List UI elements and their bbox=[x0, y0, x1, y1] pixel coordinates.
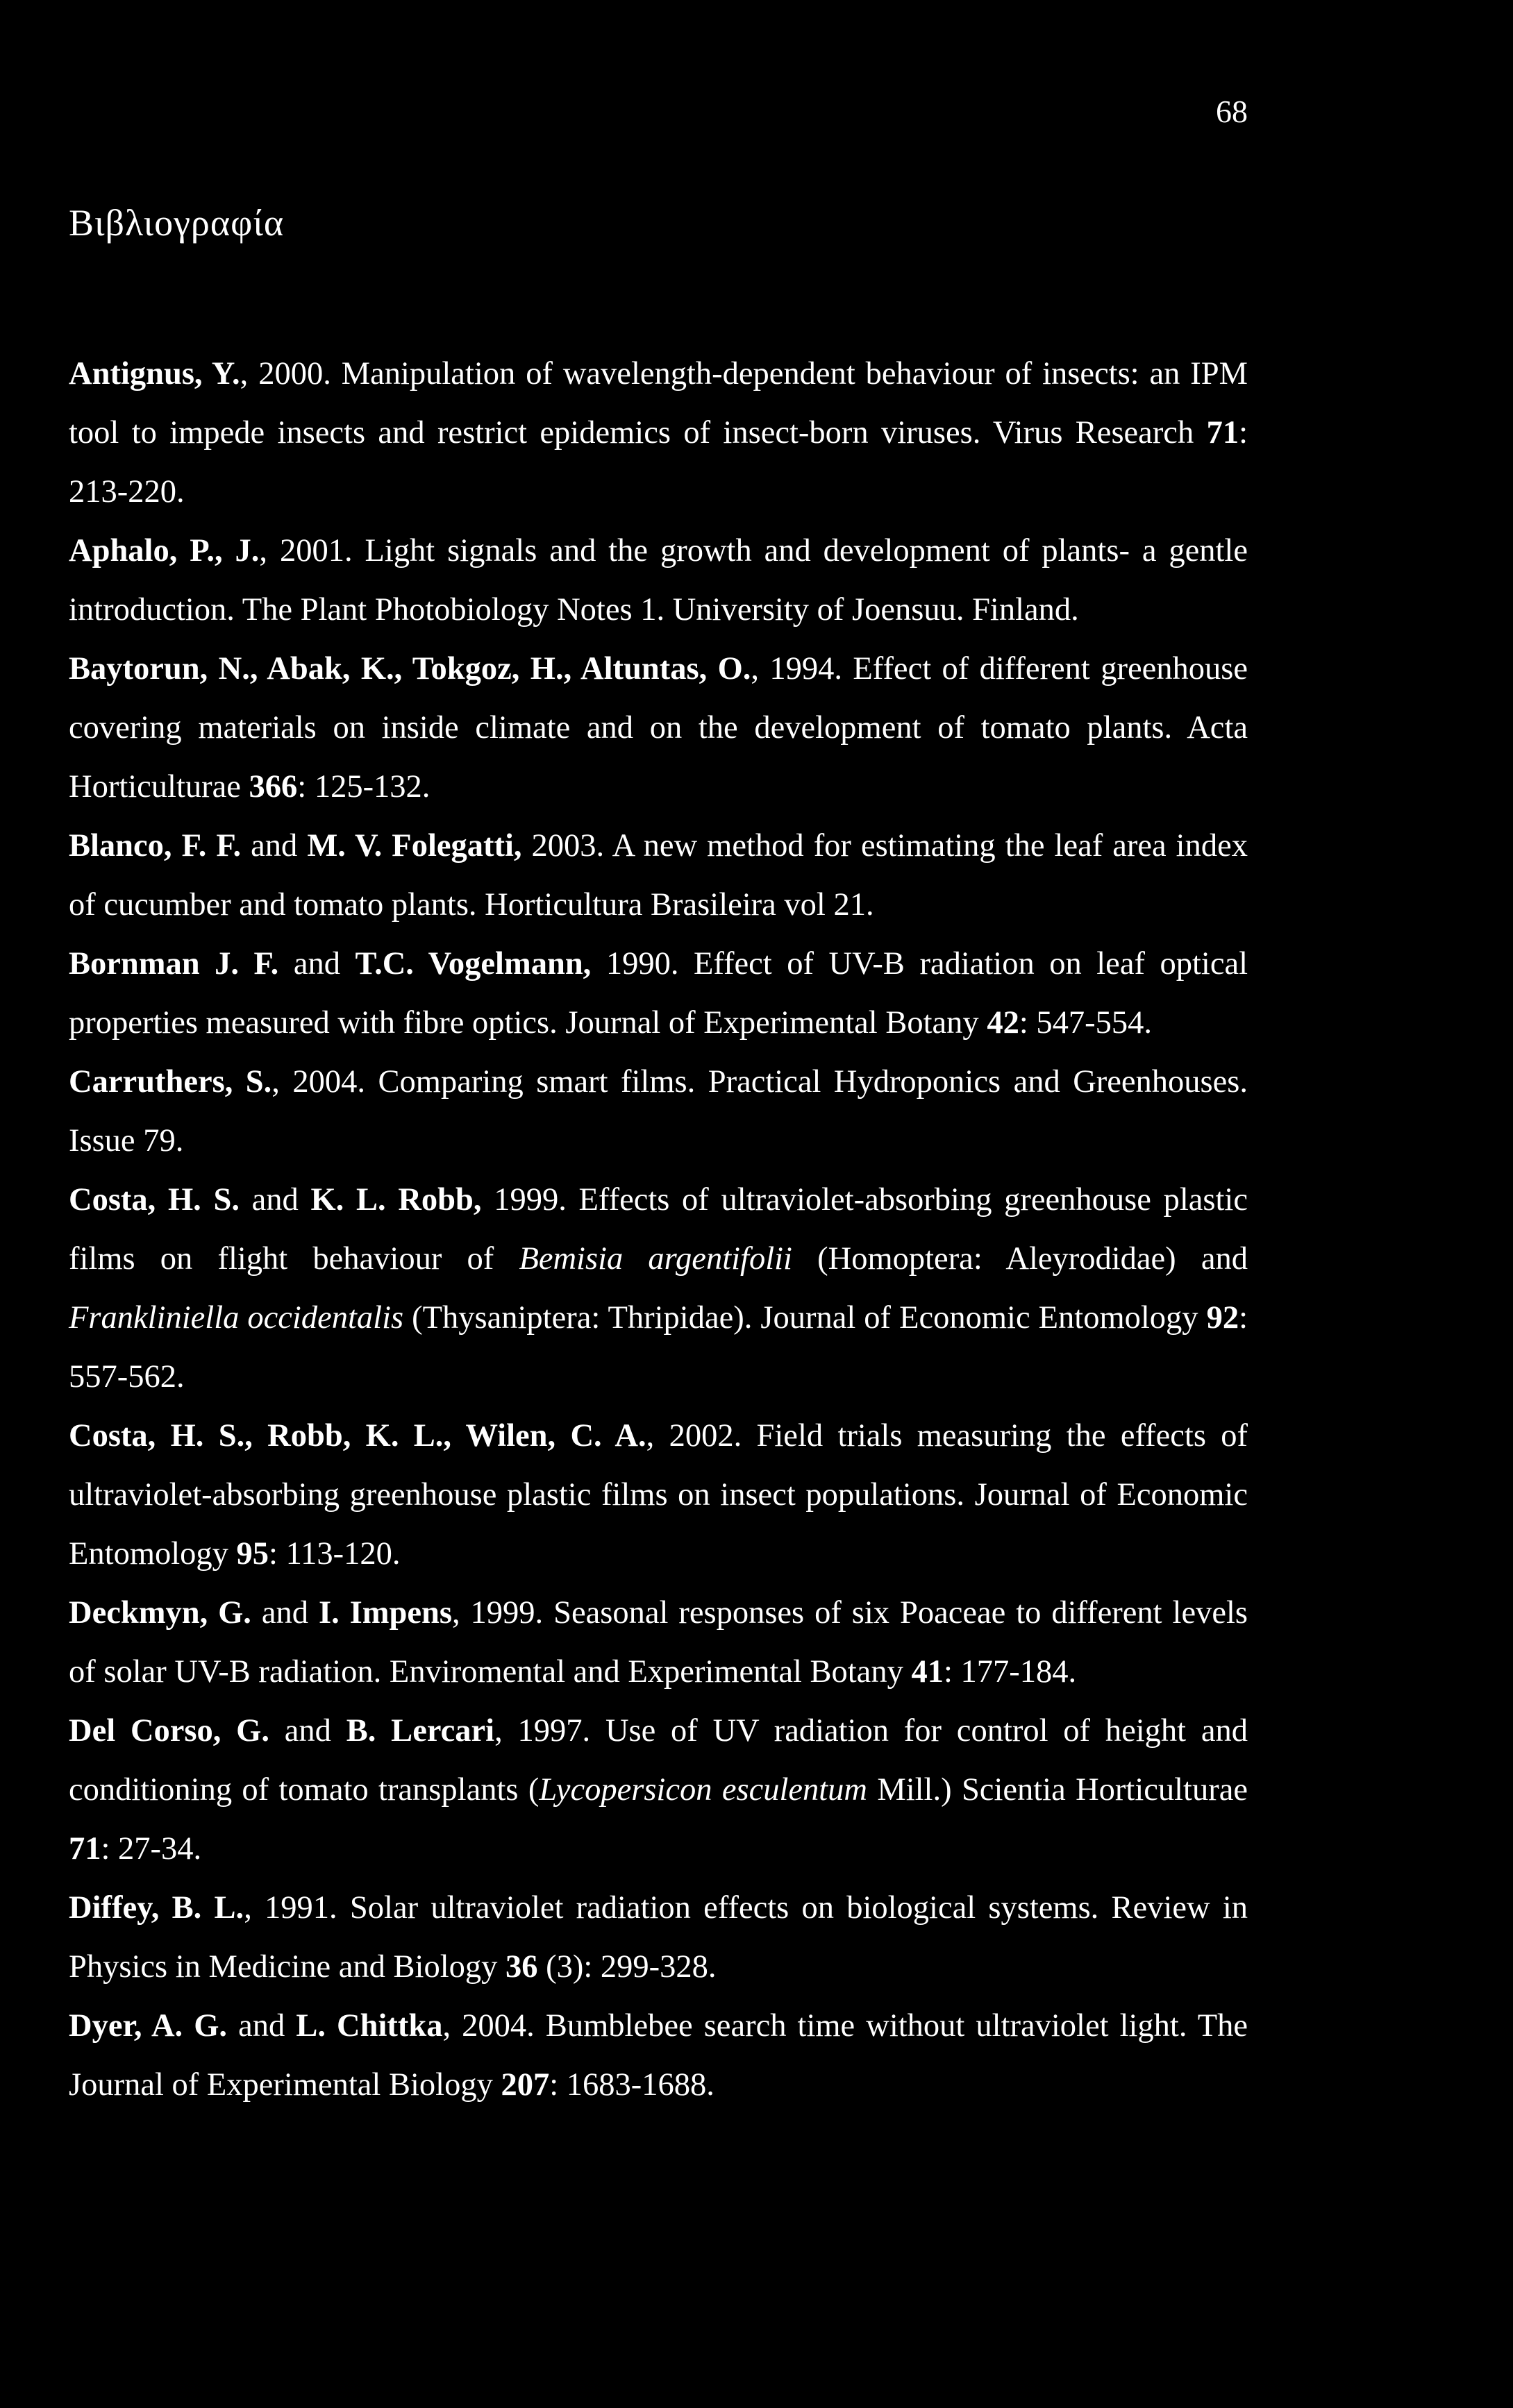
reference-authors: Antignus, Y. bbox=[69, 356, 240, 391]
reference-item bbox=[69, 344, 1248, 521]
section-title: Βιβλιογραφία bbox=[69, 202, 285, 244]
reference-authors-second: I. Impens bbox=[318, 1595, 452, 1631]
reference-volume: 42 bbox=[987, 1005, 1019, 1041]
reference-text: Seasonal responses of six Poaceae to different levels of solar UV-B radiation. Enviromental and Experimental Botany bbox=[69, 1595, 1248, 1690]
reference-text: Manipulation of wavelength-dependent behaviour of insects: an IPM tool to impede insects and restrict epidemics of insect-born viruses. Virus Research bbox=[69, 356, 1248, 451]
reference-pages: : 125-132. bbox=[297, 769, 431, 805]
reference-volume: 41 bbox=[911, 1654, 944, 1690]
reference-text-continued: Mill.) Scientia Horticulturae bbox=[867, 1772, 1248, 1808]
reference-volume: 92 bbox=[1206, 1300, 1239, 1336]
reference-authors: Blanco, F. F. bbox=[69, 828, 242, 864]
reference-authors: Del Corso, G. bbox=[69, 1713, 269, 1749]
reference-pages: : 557-562. bbox=[69, 1300, 1248, 1395]
reference-text: Comparing smart films. Practical Hydroponics and Greenhouses. Issue 79. bbox=[69, 1064, 1248, 1159]
reference-item bbox=[69, 639, 1248, 816]
reference-item bbox=[69, 934, 1248, 1052]
reference-year: , 2001. bbox=[259, 533, 365, 569]
reference-authors: Carruthers, S. bbox=[69, 1064, 272, 1100]
reference-year: 2003. bbox=[521, 828, 612, 864]
reference-text: Effect of UV-B radiation on leaf optical properties measured with fibre optics. Journal of Experimental Botany bbox=[69, 946, 1248, 1041]
reference-year: 1990. bbox=[591, 946, 694, 982]
reference-authors: Costa, H. S., Robb, K. L., Wilen, C. A. bbox=[69, 1418, 646, 1454]
reference-species-name: Bemisia argentifolii bbox=[519, 1241, 792, 1277]
reference-authors: Diffey, B. L. bbox=[69, 1890, 244, 1926]
reference-year: , 2002. bbox=[646, 1418, 757, 1454]
reference-pages: : 27-34. bbox=[101, 1831, 202, 1867]
reference-text-continued: (Homoptera: Aleyrodidae) and bbox=[792, 1241, 1248, 1277]
reference-item bbox=[69, 1996, 1248, 2114]
reference-joiner: and bbox=[269, 1713, 346, 1749]
reference-item bbox=[69, 816, 1248, 934]
reference-year: , 2000. bbox=[240, 356, 342, 391]
reference-joiner: and bbox=[278, 946, 356, 982]
reference-pages: : 177-184. bbox=[943, 1654, 1077, 1690]
reference-authors: Aphalo, P., J. bbox=[69, 533, 260, 569]
reference-text: Effects of ultraviolet-absorbing greenhouse plastic films on flight behaviour of bbox=[69, 1182, 1248, 1277]
reference-item bbox=[69, 1052, 1248, 1170]
reference-text: Use of UV radiation for control of height and conditioning of tomato transplants ( bbox=[69, 1713, 1248, 1808]
reference-text: Field trials measuring the effects of ultraviolet-absorbing greenhouse plastic films on insect populations. Journal of Economic Entomology bbox=[69, 1418, 1248, 1572]
reference-volume: 366 bbox=[249, 769, 298, 805]
reference-authors-second: B. Lercari bbox=[346, 1713, 495, 1749]
reference-authors-second: L. Chittka bbox=[296, 2008, 443, 2044]
reference-text: Light signals and the growth and development of plants- a gentle introduction. The Plant Photobiology Notes 1. University of Joensuu. Finland. bbox=[69, 533, 1248, 628]
reference-pages: : 1683-1688. bbox=[549, 2067, 714, 2103]
reference-year: , 1997. bbox=[494, 1713, 605, 1749]
reference-authors: Costa, H. S. bbox=[69, 1182, 240, 1218]
reference-authors-second: K. L. Robb, bbox=[310, 1182, 482, 1218]
reference-text: Bumblebee search time without ultraviolet light. The Journal of Experimental Biology bbox=[69, 2008, 1248, 2103]
reference-authors: Baytorun, N., Abak, K., Tokgoz, H., Altuntas, O. bbox=[69, 651, 751, 687]
reference-item bbox=[69, 1170, 1248, 1406]
reference-item bbox=[69, 1878, 1248, 1996]
page-number: 68 bbox=[1216, 94, 1248, 129]
reference-year: 1999. bbox=[481, 1182, 579, 1218]
reference-joiner: and bbox=[251, 1595, 319, 1631]
reference-volume: 71 bbox=[1206, 415, 1239, 451]
reference-species-name: Frankliniella occidentalis bbox=[69, 1300, 404, 1336]
reference-joiner: and bbox=[241, 828, 308, 864]
reference-authors: Bornman J. F. bbox=[69, 946, 279, 982]
reference-list bbox=[69, 344, 1248, 2114]
reference-year: , 1999. bbox=[451, 1595, 554, 1631]
reference-authors-second: T.C. Vogelmann, bbox=[355, 946, 592, 982]
reference-pages: : 213-220. bbox=[69, 415, 1248, 510]
reference-item bbox=[69, 521, 1248, 639]
reference-authors: Deckmyn, G. bbox=[69, 1595, 251, 1631]
reference-pages: : 547-554. bbox=[1019, 1005, 1152, 1041]
reference-text: Effect of different greenhouse covering materials on inside climate and on the development of tomato plants. Acta Horticulturae bbox=[69, 651, 1248, 805]
reference-text: Solar ultraviolet radiation effects on biological systems. Review in Physics in Medicine and Biology bbox=[69, 1890, 1248, 1985]
reference-item bbox=[69, 1701, 1248, 1878]
reference-joiner: and bbox=[227, 2008, 296, 2044]
reference-volume: 36 bbox=[505, 1949, 538, 1985]
reference-pages: : 113-120. bbox=[269, 1536, 401, 1572]
reference-volume: 95 bbox=[236, 1536, 269, 1572]
reference-year: , 2004. bbox=[271, 1064, 378, 1100]
reference-year: , 1991. bbox=[244, 1890, 350, 1926]
reference-item bbox=[69, 1406, 1248, 1583]
reference-text-continued: (Thysaniptera: Thripidae). Journal of Economic Entomology bbox=[403, 1300, 1207, 1336]
reference-volume: 207 bbox=[501, 2067, 550, 2103]
reference-text: A new method for estimating the leaf area index of cucumber and tomato plants. Horticultura Brasileira vol 21. bbox=[69, 828, 1248, 923]
reference-item bbox=[69, 1583, 1248, 1701]
reference-year: , 1994. bbox=[751, 651, 853, 687]
reference-pages: (3): 299-328. bbox=[537, 1949, 717, 1985]
reference-joiner: and bbox=[239, 1182, 311, 1218]
reference-authors: Dyer, A. G. bbox=[69, 2008, 228, 2044]
reference-authors-second: M. V. Folegatti, bbox=[307, 828, 522, 864]
reference-species-name: Lycopersicon esculentum bbox=[539, 1772, 868, 1808]
reference-volume: 71 bbox=[69, 1831, 101, 1867]
reference-year: , 2004. bbox=[442, 2008, 546, 2044]
